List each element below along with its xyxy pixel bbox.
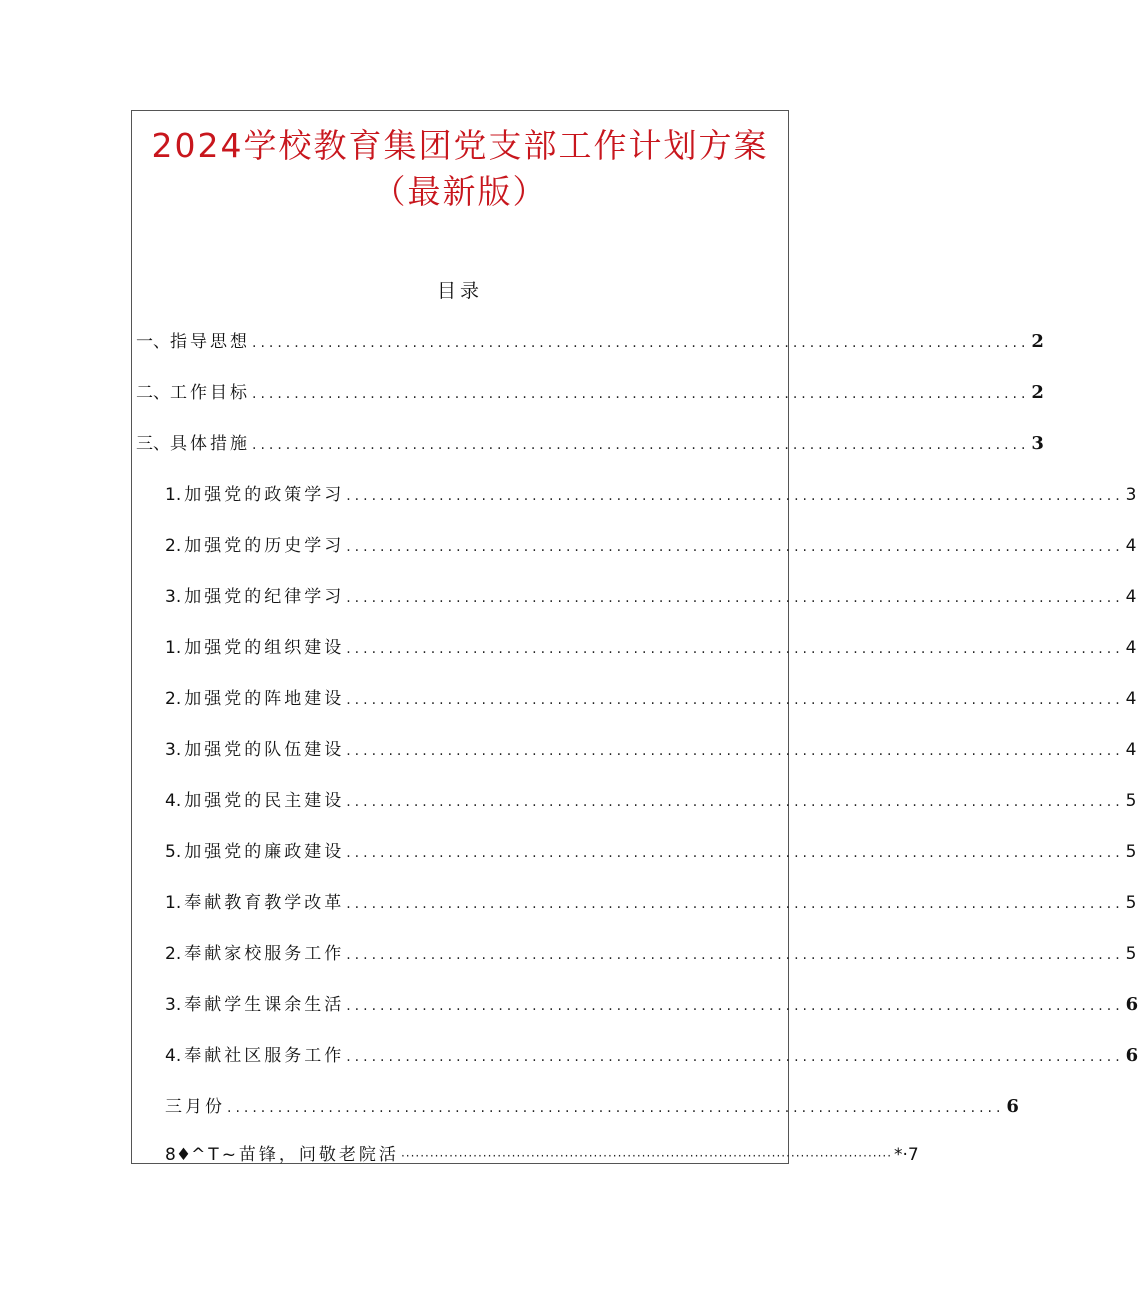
toc-entry-page: 4 — [1125, 536, 1137, 556]
toc-entry-page: 6 — [1125, 1045, 1138, 1066]
toc-leader-dots: ............................................................................................ — [252, 437, 1030, 453]
toc-entry-number: 3 — [165, 740, 176, 760]
toc-entry-label: 三月份 — [165, 1097, 225, 1117]
toc-entry-number: 1 — [165, 638, 176, 658]
toc-entry-page: 6 — [1006, 1096, 1019, 1117]
toc-entry-number: 2 — [165, 536, 176, 556]
toc-entry[interactable] — [165, 786, 1137, 816]
toc-entry-label: 指导思想 — [170, 332, 250, 352]
toc-entry[interactable] — [165, 888, 1137, 918]
toc-entry-label: .加强党的组织建设 — [175, 638, 345, 658]
toc-leader-dots: ............................................................................................ — [346, 692, 1124, 708]
toc-leader-dots: ······································································································ — [400, 1149, 893, 1163]
toc-entry[interactable] — [165, 837, 1137, 867]
toc-entry-label: .加强党的历史学习 — [175, 536, 345, 556]
toc-entry-label: .加强党的民主建设 — [175, 791, 345, 811]
toc-leader-dots: ............................................................................................ — [346, 641, 1124, 657]
toc-entry[interactable] — [165, 1092, 1019, 1122]
toc-entry-page: 6 — [1125, 994, 1138, 1015]
toc-entry-label: 工作目标 — [170, 383, 250, 403]
toc-entry-page: 3 — [1125, 485, 1137, 505]
toc-entry-number: 2 — [165, 944, 176, 964]
toc-entry-page: 2 — [1031, 382, 1044, 403]
toc-entry-page: 2 — [1031, 331, 1044, 352]
toc-entry-page: 5 — [1125, 944, 1137, 964]
toc-leader-dots: ............................................................................................ — [346, 539, 1124, 555]
toc-leader-dots: ............................................................................................ — [346, 896, 1124, 912]
toc-entry[interactable] — [165, 531, 1137, 561]
toc-entry-page: 4 — [1125, 740, 1137, 760]
toc-entry[interactable] — [136, 429, 1044, 459]
toc-entry-label: .奉献家校服务工作 — [175, 944, 345, 964]
toc-entry-label: .加强党的队伍建设 — [175, 740, 345, 760]
toc-entry-page: 5 — [1125, 893, 1137, 913]
toc-entry[interactable] — [165, 990, 1138, 1020]
toc-leader-dots: ............................................................................................ — [252, 386, 1030, 402]
toc-entry[interactable] — [165, 633, 1137, 663]
toc-entry-page: 4 — [1125, 689, 1137, 709]
toc-entry-label: .奉献学生课余生活 — [175, 995, 345, 1015]
toc-leader-dots: ............................................................................................ — [252, 335, 1030, 351]
toc-entry-label: .奉献社区服务工作 — [175, 1046, 345, 1066]
toc-entry-number: 4 — [165, 791, 176, 811]
toc-entry-number: 5 — [165, 842, 176, 862]
toc-entry[interactable] — [165, 1140, 919, 1170]
toc-entry-number: 3 — [165, 995, 176, 1015]
toc-leader-dots: ............................................................................................ — [346, 1049, 1124, 1065]
toc-entry-number: 三、 — [136, 434, 170, 454]
toc-entry[interactable] — [165, 939, 1137, 969]
document-subtitle: （最新版） — [372, 172, 548, 211]
toc-entry[interactable] — [165, 735, 1137, 765]
toc-entry-label: .加强党的纪律学习 — [175, 587, 345, 607]
toc-entry-number: 8♦ — [165, 1145, 192, 1165]
toc-entry-page: 5 — [1125, 842, 1137, 862]
toc-entry-page: 4 — [1125, 587, 1137, 607]
toc-leader-dots: ............................................................................................ — [346, 590, 1124, 606]
toc-entry-label: .加强党的政策学习 — [175, 485, 345, 505]
toc-entry-page: 4 — [1125, 638, 1137, 658]
toc-leader-dots: ............................................................................................ — [346, 998, 1124, 1014]
toc-leader-dots: ............................................................................................ — [346, 488, 1124, 504]
toc-entry-page: 5 — [1125, 791, 1137, 811]
toc-entry[interactable] — [165, 684, 1137, 714]
toc-heading: 目录 — [436, 280, 483, 302]
toc-leader-dots: ............................................................................................ — [227, 1100, 1005, 1116]
toc-entry[interactable] — [136, 378, 1044, 408]
toc-entry-number: 二、 — [136, 383, 170, 403]
toc-entry-label: .奉献教育教学改革 — [175, 893, 345, 913]
toc-entry[interactable] — [165, 1041, 1138, 1071]
toc-entry-number: 一、 — [136, 332, 170, 352]
toc-entry[interactable] — [136, 327, 1044, 357]
toc-leader-dots: ............................................................................................ — [346, 947, 1124, 963]
toc-entry-number: 1 — [165, 893, 176, 913]
toc-leader-dots: ............................................................................................ — [346, 845, 1124, 861]
toc-leader-dots: ............................................................................................ — [346, 794, 1124, 810]
toc-entry-label: ^T~苗锋，问敬老院活 — [191, 1145, 399, 1165]
document-title: 2024学校教育集团党支部工作计划方案 — [151, 126, 769, 165]
toc-entry[interactable] — [165, 582, 1137, 612]
toc-entry[interactable] — [165, 480, 1137, 510]
toc-entry-number: 4 — [165, 1046, 176, 1066]
toc-entry-number: 3 — [165, 587, 176, 607]
toc-entry-number: 1 — [165, 485, 176, 505]
toc-entry-label: 具体措施 — [170, 434, 250, 454]
toc-entry-page: *·7 — [894, 1145, 919, 1165]
toc-entry-label: .加强党的廉政建设 — [175, 842, 345, 862]
toc-entry-label: .加强党的阵地建设 — [175, 689, 345, 709]
toc-leader-dots: ............................................................................................ — [346, 743, 1124, 759]
toc-entry-page: 3 — [1031, 433, 1044, 454]
toc-entry-number: 2 — [165, 689, 176, 709]
